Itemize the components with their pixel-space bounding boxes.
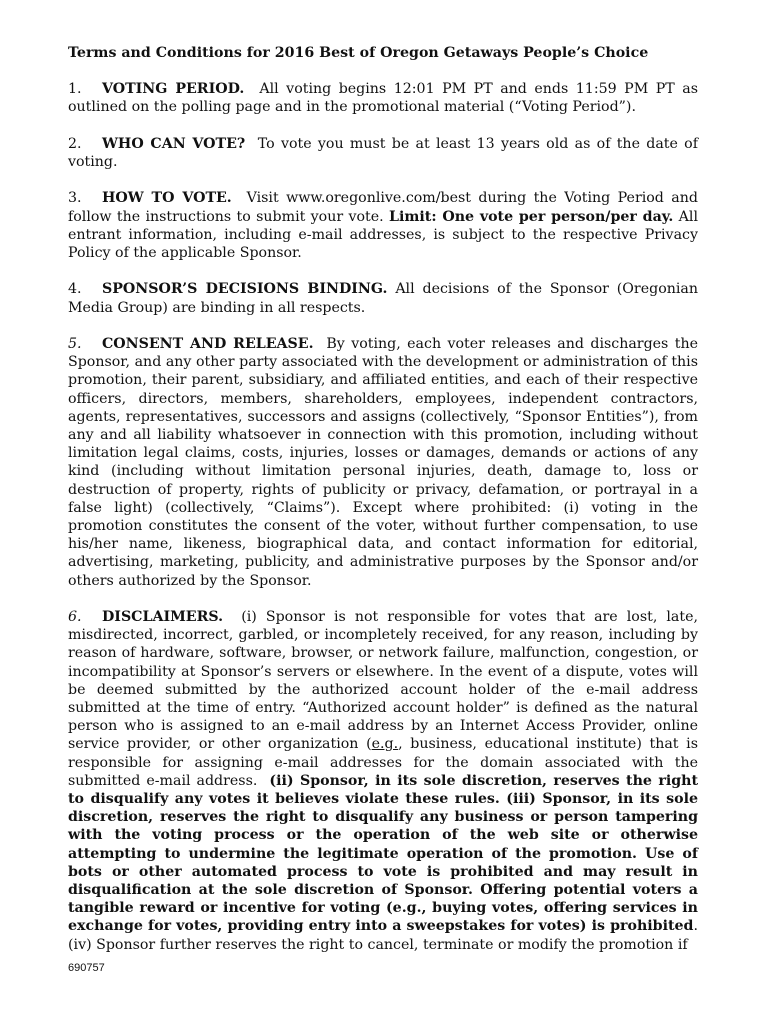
section-body: All decisions of the Sponsor (Oregonian Media Group) are binding in all respects. bbox=[68, 281, 699, 316]
vote-limit-text: Limit: One vote per person/per day. bbox=[389, 208, 674, 225]
section-body: Visit www.oregonlive.com/best during the Voting Period and follow the instructions to submit your vote. bbox=[68, 190, 698, 225]
document-page bbox=[68, 44, 698, 972]
section-heading: HOW TO VOTE. bbox=[102, 190, 232, 207]
section-number: 3. bbox=[68, 190, 82, 207]
disqualification-text: (ii) Sponsor, in its sole discretion, reserves the right to disqualify any votes it believes violate these rules. (iii) Sponsor, in its sole discretion, reserves the right to disqualify any business or person tampering with the voting process or the operation of the web site or otherwise attempting to undermine the legitimate operation of the promotion. Use of bots or other automated process to vote is prohibited and may result in disqualification at the sole discretion of Sponsor. Offering potential voters a tangible reward or incentive for voting (e.g., buying votes, offering services in exchange for votes, providing entry into a sweepstakes for votes) is prohibited bbox=[68, 772, 698, 935]
section-number: 2. bbox=[68, 135, 82, 152]
section-consent-release bbox=[68, 335, 698, 590]
section-heading: DISCLAIMERS. bbox=[102, 609, 224, 626]
section-number: 4. bbox=[68, 281, 82, 298]
section-how-to-vote bbox=[68, 189, 698, 262]
section-number: 1. bbox=[68, 81, 82, 98]
footer-code: 690757 bbox=[68, 962, 105, 974]
section-heading: VOTING PERIOD. bbox=[102, 81, 245, 98]
section-number: 5. bbox=[68, 335, 82, 352]
section-voting-period bbox=[68, 80, 698, 116]
sentence-period: . bbox=[693, 918, 698, 935]
section-body: All entrant information, including e-mail addresses, is subject to the respective Privacy Policy of the applicable Sponsor. bbox=[68, 208, 698, 261]
section-body: By voting, each voter releases and discharges the Sponsor, and any other party associated with the development or administration of this promotion, their parent, subsidiary, and affiliated entities, and each of their respective officers, directors, members, shareholders, employees, independent contractors, agents, representatives, successors and assigns (collectively, “Sponsor Entities”), from any and all liability whatsoever in connection with this promotion, including without limitation legal claims, costs, injuries, losses or damages, demands or actions of any kind (including without limitation personal injuries, death, damage to, loss or destruction of property, rights of publicity or privacy, defamation, or portrayal in a false light) (collectively, “Claims”). Except where prohibited: (i) voting in the promotion constitutes the consent of the voter, without further compensation, to use his/her name, likeness, biographical data, and contact information for editorial, advertising, marketing, publicity, and administrative purposes by the Sponsor and/or others authorized by the Sponsor. bbox=[68, 335, 698, 589]
section-heading: WHO CAN VOTE? bbox=[102, 135, 246, 152]
section-body: All voting begins 12:01 PM PT and ends 11:59 PM PT as outlined on the polling page and in the promotional material (“Voting Period”). bbox=[68, 81, 698, 116]
section-disclaimers bbox=[68, 608, 698, 954]
section-number: 6. bbox=[68, 609, 82, 626]
document-title: Terms and Conditions for 2016 Best of Oregon Getaways People’s Choice bbox=[68, 45, 649, 61]
section-body: , business, educational institute) that is responsible for assigning e-mail addresses for the domain associated with the submitted e-mail address. bbox=[68, 736, 698, 789]
section-heading: SPONSOR’S DECISIONS BINDING. bbox=[102, 281, 388, 298]
section-body: (i) Sponsor is not responsible for votes that are lost, late, misdirected, incorrect, garbled, or incompletely received, for any reason, including by reason of hardware, software, browser, or network failure, malfunction, congestion, or incompatibility at Sponsor’s servers or elsewhere. In the event of a dispute, votes will be deemed submitted by the authorized account holder of the e-mail address submitted at the time of entry. “Authorized account holder” is defined as the natural person who is assigned to an e-mail address by an Internet Access Provider, online service provider, or other organization ( bbox=[68, 609, 698, 753]
section-body: (iv) Sponsor further reserves the right to cancel, terminate or modify the promotion if bbox=[68, 936, 688, 953]
section-sponsor-decisions bbox=[68, 280, 698, 316]
eg-abbreviation: e.g. bbox=[371, 736, 399, 753]
section-who-can-vote bbox=[68, 135, 698, 171]
section-heading: CONSENT AND RELEASE. bbox=[102, 335, 314, 352]
section-body: To vote you must be at least 13 years old as of the date of voting. bbox=[68, 135, 698, 170]
